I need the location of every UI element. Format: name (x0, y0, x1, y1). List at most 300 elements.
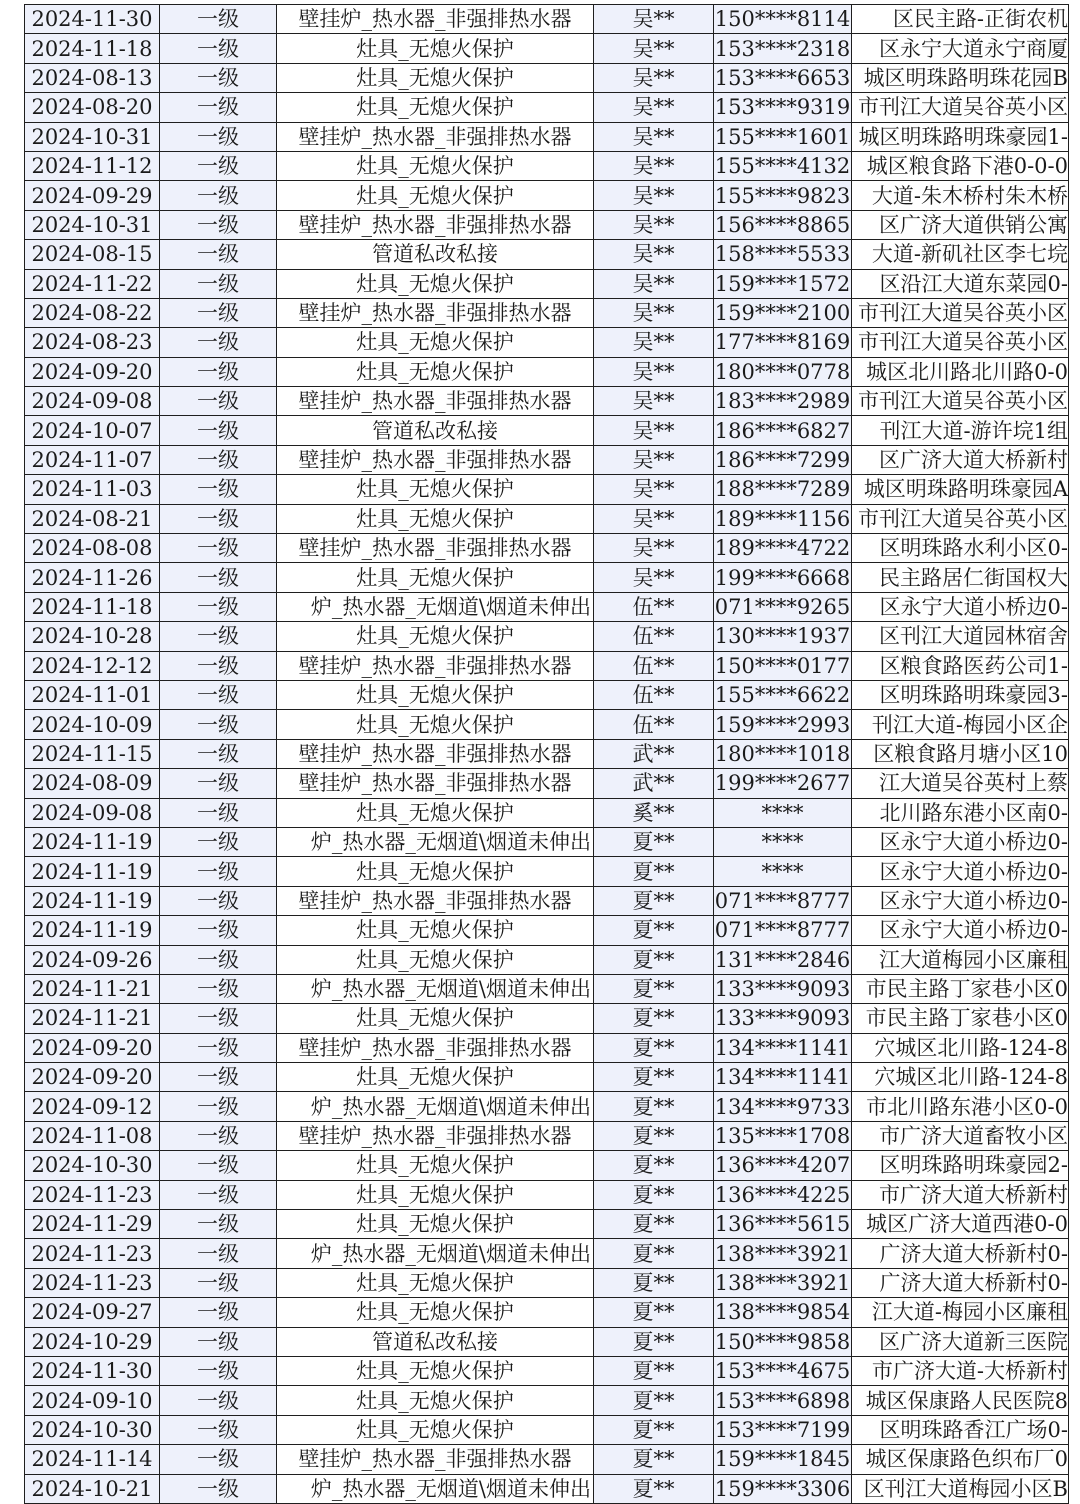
records-body (25, 5, 1069, 1504)
address-cell: 市广济大道-大桥新村 (852, 1356, 1069, 1385)
level-cell: 一级 (160, 857, 277, 886)
phone-cell: 153****2318 (714, 34, 852, 63)
date-cell: 2024-08-20 (25, 93, 160, 122)
hazard-type-cell: 灶具_无熄火保护 (277, 710, 594, 739)
date-cell: 2024-11-22 (25, 269, 160, 298)
table-row (25, 1151, 1069, 1180)
phone-cell: 159****1572 (714, 269, 852, 298)
date-cell: 2024-09-20 (25, 357, 160, 386)
date-cell: 2024-11-19 (25, 916, 160, 945)
table-row (25, 1356, 1069, 1385)
hazard-type-cell: 灶具_无熄火保护 (277, 945, 594, 974)
address-cell: 广济大道大桥新村0- (852, 1239, 1069, 1268)
level-cell: 一级 (160, 298, 277, 327)
address-cell: 区永宁大道小桥边0- (852, 916, 1069, 945)
level-cell: 一级 (160, 181, 277, 210)
name-cell: 吴** (594, 210, 714, 239)
address-cell: 区永宁大道小桥边0- (852, 827, 1069, 856)
phone-cell: 153****4675 (714, 1356, 852, 1385)
table-row (25, 827, 1069, 856)
hazard-type-cell: 灶具_无熄火保护 (277, 475, 594, 504)
address-cell: 区明珠路明珠豪园2- (852, 1151, 1069, 1180)
address-cell: 穴城区北川路-124-8 (852, 1063, 1069, 1092)
table-row (25, 1268, 1069, 1297)
name-cell: 伍** (594, 592, 714, 621)
level-cell: 一级 (160, 798, 277, 827)
date-cell: 2024-11-21 (25, 1004, 160, 1033)
date-cell: 2024-08-15 (25, 240, 160, 269)
phone-cell: 156****8865 (714, 210, 852, 239)
phone-cell: 155****9823 (714, 181, 852, 210)
table-row (25, 974, 1069, 1003)
hazard-record-sheet (24, 4, 1068, 1504)
hazard-type-cell: 灶具_无熄火保护 (277, 798, 594, 827)
name-cell: 吴** (594, 534, 714, 563)
table-row (25, 93, 1069, 122)
hazard-type-cell: 灶具_无熄火保护 (277, 1356, 594, 1385)
address-cell: 区明珠路水利小区0- (852, 534, 1069, 563)
level-cell: 一级 (160, 357, 277, 386)
address-cell: 大道-朱木桥村朱木桥 (852, 181, 1069, 210)
level-cell: 一级 (160, 592, 277, 621)
table-row (25, 151, 1069, 180)
table-row (25, 122, 1069, 151)
address-cell: 市广济大道畜牧小区 (852, 1121, 1069, 1150)
table-row (25, 710, 1069, 739)
table-row (25, 592, 1069, 621)
name-cell: 夏** (594, 1004, 714, 1033)
name-cell: 夏** (594, 857, 714, 886)
address-cell: 区民主路-正街农机 (852, 5, 1069, 34)
level-cell: 一级 (160, 5, 277, 34)
hazard-type-cell: 炉_热水器_无烟道\烟道未伸出 (277, 1239, 594, 1268)
phone-cell: 133****9093 (714, 974, 852, 1003)
address-cell: 市北川路东港小区0-0 (852, 1092, 1069, 1121)
table-row (25, 857, 1069, 886)
name-cell: 武** (594, 739, 714, 768)
phone-cell: 199****2677 (714, 769, 852, 798)
hazard-type-cell: 壁挂炉_热水器_非强排热水器 (277, 445, 594, 474)
name-cell: 吴** (594, 5, 714, 34)
address-cell: 城区保康路色织布厂0 (852, 1445, 1069, 1474)
level-cell: 一级 (160, 739, 277, 768)
name-cell: 夏** (594, 886, 714, 915)
date-cell: 2024-11-19 (25, 886, 160, 915)
hazard-type-cell: 灶具_无熄火保护 (277, 1210, 594, 1239)
address-cell: 城区保康路人民医院8 (852, 1386, 1069, 1415)
address-cell: 城区广济大道西港0-0 (852, 1210, 1069, 1239)
date-cell: 2024-08-23 (25, 328, 160, 357)
address-cell: 区沿江大道东菜园0- (852, 269, 1069, 298)
name-cell: 吴** (594, 93, 714, 122)
hazard-type-cell: 灶具_无熄火保护 (277, 1386, 594, 1415)
name-cell: 夏** (594, 827, 714, 856)
phone-cell: 071****8777 (714, 886, 852, 915)
name-cell: 夏** (594, 1239, 714, 1268)
address-cell: 城区北川路北川路0-0 (852, 357, 1069, 386)
hazard-type-cell: 壁挂炉_热水器_非强排热水器 (277, 1121, 594, 1150)
date-cell: 2024-11-03 (25, 475, 160, 504)
level-cell: 一级 (160, 34, 277, 63)
table-row (25, 1092, 1069, 1121)
name-cell: 吴** (594, 151, 714, 180)
phone-cell: 135****1708 (714, 1121, 852, 1150)
hazard-type-cell: 壁挂炉_热水器_非强排热水器 (277, 210, 594, 239)
name-cell: 夏** (594, 1415, 714, 1444)
hazard-type-cell: 壁挂炉_热水器_非强排热水器 (277, 5, 594, 34)
phone-cell: **** (714, 857, 852, 886)
date-cell: 2024-11-08 (25, 1121, 160, 1150)
level-cell: 一级 (160, 651, 277, 680)
name-cell: 奚** (594, 798, 714, 827)
level-cell: 一级 (160, 1474, 277, 1503)
address-cell: 江大道梅园小区廉租 (852, 945, 1069, 974)
name-cell: 夏** (594, 945, 714, 974)
date-cell: 2024-10-29 (25, 1327, 160, 1356)
hazard-type-cell: 壁挂炉_热水器_非强排热水器 (277, 739, 594, 768)
table-row (25, 886, 1069, 915)
records-table (24, 4, 1069, 1504)
level-cell: 一级 (160, 945, 277, 974)
date-cell: 2024-09-08 (25, 798, 160, 827)
phone-cell: **** (714, 798, 852, 827)
name-cell: 吴** (594, 475, 714, 504)
address-cell: 区刊江大道园林宿舍 (852, 622, 1069, 651)
date-cell: 2024-08-21 (25, 504, 160, 533)
table-row (25, 1121, 1069, 1150)
hazard-type-cell: 灶具_无熄火保护 (277, 151, 594, 180)
hazard-type-cell: 灶具_无熄火保护 (277, 328, 594, 357)
phone-cell: 183****2989 (714, 387, 852, 416)
hazard-type-cell: 灶具_无熄火保护 (277, 1063, 594, 1092)
name-cell: 夏** (594, 1033, 714, 1062)
address-cell: 区广济大道新三医院 (852, 1327, 1069, 1356)
table-row (25, 357, 1069, 386)
hazard-type-cell: 灶具_无熄火保护 (277, 563, 594, 592)
hazard-type-cell: 灶具_无熄火保护 (277, 916, 594, 945)
hazard-type-cell: 灶具_无熄火保护 (277, 1415, 594, 1444)
name-cell: 伍** (594, 622, 714, 651)
phone-cell: 136****4207 (714, 1151, 852, 1180)
address-cell: 区永宁大道永宁商厦 (852, 34, 1069, 63)
name-cell: 夏** (594, 1356, 714, 1385)
table-row (25, 63, 1069, 92)
address-cell: 区明珠路明珠豪园3- (852, 680, 1069, 709)
hazard-type-cell: 炉_热水器_无烟道\烟道未伸出 (277, 974, 594, 1003)
date-cell: 2024-09-29 (25, 181, 160, 210)
phone-cell: 155****1601 (714, 122, 852, 151)
table-row (25, 387, 1069, 416)
date-cell: 2024-11-19 (25, 857, 160, 886)
level-cell: 一级 (160, 1415, 277, 1444)
date-cell: 2024-11-23 (25, 1180, 160, 1209)
hazard-type-cell: 灶具_无熄火保护 (277, 1298, 594, 1327)
level-cell: 一级 (160, 416, 277, 445)
table-row (25, 34, 1069, 63)
phone-cell: 186****7299 (714, 445, 852, 474)
level-cell: 一级 (160, 387, 277, 416)
address-cell: 江大道吴谷英村上蔡 (852, 769, 1069, 798)
date-cell: 2024-09-27 (25, 1298, 160, 1327)
hazard-type-cell: 炉_热水器_无烟道\烟道未伸出 (277, 592, 594, 621)
phone-cell: 155****4132 (714, 151, 852, 180)
level-cell: 一级 (160, 240, 277, 269)
table-row (25, 622, 1069, 651)
date-cell: 2024-08-13 (25, 63, 160, 92)
table-row (25, 298, 1069, 327)
name-cell: 夏** (594, 974, 714, 1003)
level-cell: 一级 (160, 269, 277, 298)
hazard-type-cell: 炉_热水器_无烟道\烟道未伸出 (277, 1092, 594, 1121)
phone-cell: 138****3921 (714, 1239, 852, 1268)
name-cell: 夏** (594, 1386, 714, 1415)
hazard-type-cell: 灶具_无熄火保护 (277, 680, 594, 709)
name-cell: 吴** (594, 357, 714, 386)
address-cell: 区广济大道供销公寓 (852, 210, 1069, 239)
phone-cell: 150****9858 (714, 1327, 852, 1356)
phone-cell: 133****9093 (714, 1004, 852, 1033)
phone-cell: 189****1156 (714, 504, 852, 533)
address-cell: 市民主路丁家巷小区0 (852, 1004, 1069, 1033)
level-cell: 一级 (160, 974, 277, 1003)
phone-cell: 177****8169 (714, 328, 852, 357)
table-row (25, 1474, 1069, 1503)
phone-cell: 071****8777 (714, 916, 852, 945)
level-cell: 一级 (160, 93, 277, 122)
hazard-type-cell: 管道私改私接 (277, 1327, 594, 1356)
table-row (25, 210, 1069, 239)
date-cell: 2024-11-12 (25, 151, 160, 180)
address-cell: 市刊江大道吴谷英小区 (852, 298, 1069, 327)
level-cell: 一级 (160, 151, 277, 180)
phone-cell: 150****0177 (714, 651, 852, 680)
phone-cell: 159****1845 (714, 1445, 852, 1474)
hazard-type-cell: 灶具_无熄火保护 (277, 181, 594, 210)
level-cell: 一级 (160, 1092, 277, 1121)
name-cell: 吴** (594, 416, 714, 445)
phone-cell: 150****8114 (714, 5, 852, 34)
address-cell: 市刊江大道吴谷英小区 (852, 504, 1069, 533)
address-cell: 区粮食路医药公司1- (852, 651, 1069, 680)
phone-cell: 188****7289 (714, 475, 852, 504)
date-cell: 2024-11-14 (25, 1445, 160, 1474)
hazard-type-cell: 壁挂炉_热水器_非强排热水器 (277, 1445, 594, 1474)
address-cell: 市刊江大道吴谷英小区 (852, 328, 1069, 357)
address-cell: 刊江大道-游许垸1组 (852, 416, 1069, 445)
date-cell: 2024-10-07 (25, 416, 160, 445)
name-cell: 夏** (594, 1474, 714, 1503)
address-cell: 城区粮食路下港0-0-0 (852, 151, 1069, 180)
address-cell: 穴城区北川路-124-8 (852, 1033, 1069, 1062)
address-cell: 市刊江大道吴谷英小区 (852, 387, 1069, 416)
address-cell: 城区明珠路明珠花园B (852, 63, 1069, 92)
phone-cell: 153****6898 (714, 1386, 852, 1415)
phone-cell: 134****1141 (714, 1063, 852, 1092)
date-cell: 2024-11-30 (25, 5, 160, 34)
date-cell: 2024-11-01 (25, 680, 160, 709)
date-cell: 2024-09-20 (25, 1033, 160, 1062)
level-cell: 一级 (160, 1298, 277, 1327)
address-cell: 城区明珠路明珠豪园1- (852, 122, 1069, 151)
level-cell: 一级 (160, 1121, 277, 1150)
date-cell: 2024-08-08 (25, 534, 160, 563)
phone-cell: 186****6827 (714, 416, 852, 445)
name-cell: 吴** (594, 563, 714, 592)
level-cell: 一级 (160, 1180, 277, 1209)
hazard-type-cell: 壁挂炉_热水器_非强排热水器 (277, 298, 594, 327)
hazard-type-cell: 灶具_无熄火保护 (277, 1268, 594, 1297)
table-row (25, 1327, 1069, 1356)
table-row (25, 651, 1069, 680)
name-cell: 吴** (594, 298, 714, 327)
level-cell: 一级 (160, 328, 277, 357)
phone-cell: 199****6668 (714, 563, 852, 592)
level-cell: 一级 (160, 1151, 277, 1180)
table-row (25, 504, 1069, 533)
phone-cell: 138****9854 (714, 1298, 852, 1327)
name-cell: 武** (594, 769, 714, 798)
level-cell: 一级 (160, 1210, 277, 1239)
phone-cell: 131****2846 (714, 945, 852, 974)
hazard-type-cell: 管道私改私接 (277, 240, 594, 269)
address-cell: 区广济大道大桥新村 (852, 445, 1069, 474)
level-cell: 一级 (160, 1063, 277, 1092)
level-cell: 一级 (160, 710, 277, 739)
level-cell: 一级 (160, 445, 277, 474)
date-cell: 2024-11-18 (25, 34, 160, 63)
table-row (25, 1180, 1069, 1209)
name-cell: 夏** (594, 916, 714, 945)
date-cell: 2024-10-31 (25, 122, 160, 151)
phone-cell: 153****9319 (714, 93, 852, 122)
address-cell: 区明珠路香江广场0- (852, 1415, 1069, 1444)
phone-cell: **** (714, 827, 852, 856)
hazard-type-cell: 灶具_无熄火保护 (277, 269, 594, 298)
phone-cell: 159****2993 (714, 710, 852, 739)
level-cell: 一级 (160, 1239, 277, 1268)
phone-cell: 136****4225 (714, 1180, 852, 1209)
level-cell: 一级 (160, 680, 277, 709)
address-cell: 民主路居仁街国权大 (852, 563, 1069, 592)
date-cell: 2024-12-12 (25, 651, 160, 680)
table-row (25, 916, 1069, 945)
table-row (25, 1210, 1069, 1239)
name-cell: 吴** (594, 181, 714, 210)
table-row (25, 269, 1069, 298)
table-row (25, 798, 1069, 827)
date-cell: 2024-09-10 (25, 1386, 160, 1415)
date-cell: 2024-08-09 (25, 769, 160, 798)
name-cell: 吴** (594, 445, 714, 474)
name-cell: 吴** (594, 504, 714, 533)
table-row (25, 1445, 1069, 1474)
level-cell: 一级 (160, 1386, 277, 1415)
address-cell: 广济大道大桥新村0- (852, 1268, 1069, 1297)
level-cell: 一级 (160, 827, 277, 856)
date-cell: 2024-11-21 (25, 974, 160, 1003)
date-cell: 2024-10-09 (25, 710, 160, 739)
phone-cell: 134****9733 (714, 1092, 852, 1121)
date-cell: 2024-11-15 (25, 739, 160, 768)
address-cell: 北川路东港小区南0- (852, 798, 1069, 827)
level-cell: 一级 (160, 122, 277, 151)
date-cell: 2024-09-12 (25, 1092, 160, 1121)
date-cell: 2024-10-30 (25, 1415, 160, 1444)
table-row (25, 1298, 1069, 1327)
date-cell: 2024-11-29 (25, 1210, 160, 1239)
name-cell: 吴** (594, 387, 714, 416)
date-cell: 2024-11-07 (25, 445, 160, 474)
name-cell: 夏** (594, 1121, 714, 1150)
hazard-type-cell: 灶具_无熄火保护 (277, 34, 594, 63)
date-cell: 2024-11-18 (25, 592, 160, 621)
level-cell: 一级 (160, 1033, 277, 1062)
date-cell: 2024-09-20 (25, 1063, 160, 1092)
name-cell: 吴** (594, 122, 714, 151)
level-cell: 一级 (160, 622, 277, 651)
table-row (25, 563, 1069, 592)
phone-cell: 155****6622 (714, 680, 852, 709)
name-cell: 伍** (594, 680, 714, 709)
address-cell: 区粮食路月塘小区10 (852, 739, 1069, 768)
date-cell: 2024-10-28 (25, 622, 160, 651)
table-row (25, 1004, 1069, 1033)
name-cell: 吴** (594, 63, 714, 92)
level-cell: 一级 (160, 563, 277, 592)
date-cell: 2024-11-23 (25, 1239, 160, 1268)
level-cell: 一级 (160, 475, 277, 504)
level-cell: 一级 (160, 1445, 277, 1474)
address-cell: 市民主路丁家巷小区0 (852, 974, 1069, 1003)
date-cell: 2024-10-21 (25, 1474, 160, 1503)
table-row (25, 1033, 1069, 1062)
table-row (25, 1239, 1069, 1268)
hazard-type-cell: 灶具_无熄火保护 (277, 93, 594, 122)
phone-cell: 159****2100 (714, 298, 852, 327)
table-row (25, 181, 1069, 210)
date-cell: 2024-11-23 (25, 1268, 160, 1297)
date-cell: 2024-08-22 (25, 298, 160, 327)
level-cell: 一级 (160, 886, 277, 915)
table-row (25, 416, 1069, 445)
hazard-type-cell: 灶具_无熄火保护 (277, 357, 594, 386)
phone-cell: 180****1018 (714, 739, 852, 768)
date-cell: 2024-11-26 (25, 563, 160, 592)
name-cell: 夏** (594, 1092, 714, 1121)
date-cell: 2024-10-31 (25, 210, 160, 239)
hazard-type-cell: 灶具_无熄火保护 (277, 1004, 594, 1033)
name-cell: 夏** (594, 1327, 714, 1356)
table-row (25, 769, 1069, 798)
hazard-type-cell: 壁挂炉_热水器_非强排热水器 (277, 651, 594, 680)
table-row (25, 1386, 1069, 1415)
hazard-type-cell: 壁挂炉_热水器_非强排热水器 (277, 122, 594, 151)
phone-cell: 130****1937 (714, 622, 852, 651)
hazard-type-cell: 灶具_无熄火保护 (277, 504, 594, 533)
phone-cell: 136****5615 (714, 1210, 852, 1239)
address-cell: 江大道-梅园小区廉租 (852, 1298, 1069, 1327)
table-row (25, 5, 1069, 34)
level-cell: 一级 (160, 916, 277, 945)
phone-cell: 180****0778 (714, 357, 852, 386)
address-cell: 大道-新矶社区李七垸 (852, 240, 1069, 269)
address-cell: 区永宁大道小桥边0- (852, 886, 1069, 915)
table-row (25, 445, 1069, 474)
table-row (25, 680, 1069, 709)
date-cell: 2024-11-19 (25, 827, 160, 856)
hazard-type-cell: 壁挂炉_热水器_非强排热水器 (277, 387, 594, 416)
level-cell: 一级 (160, 1004, 277, 1033)
